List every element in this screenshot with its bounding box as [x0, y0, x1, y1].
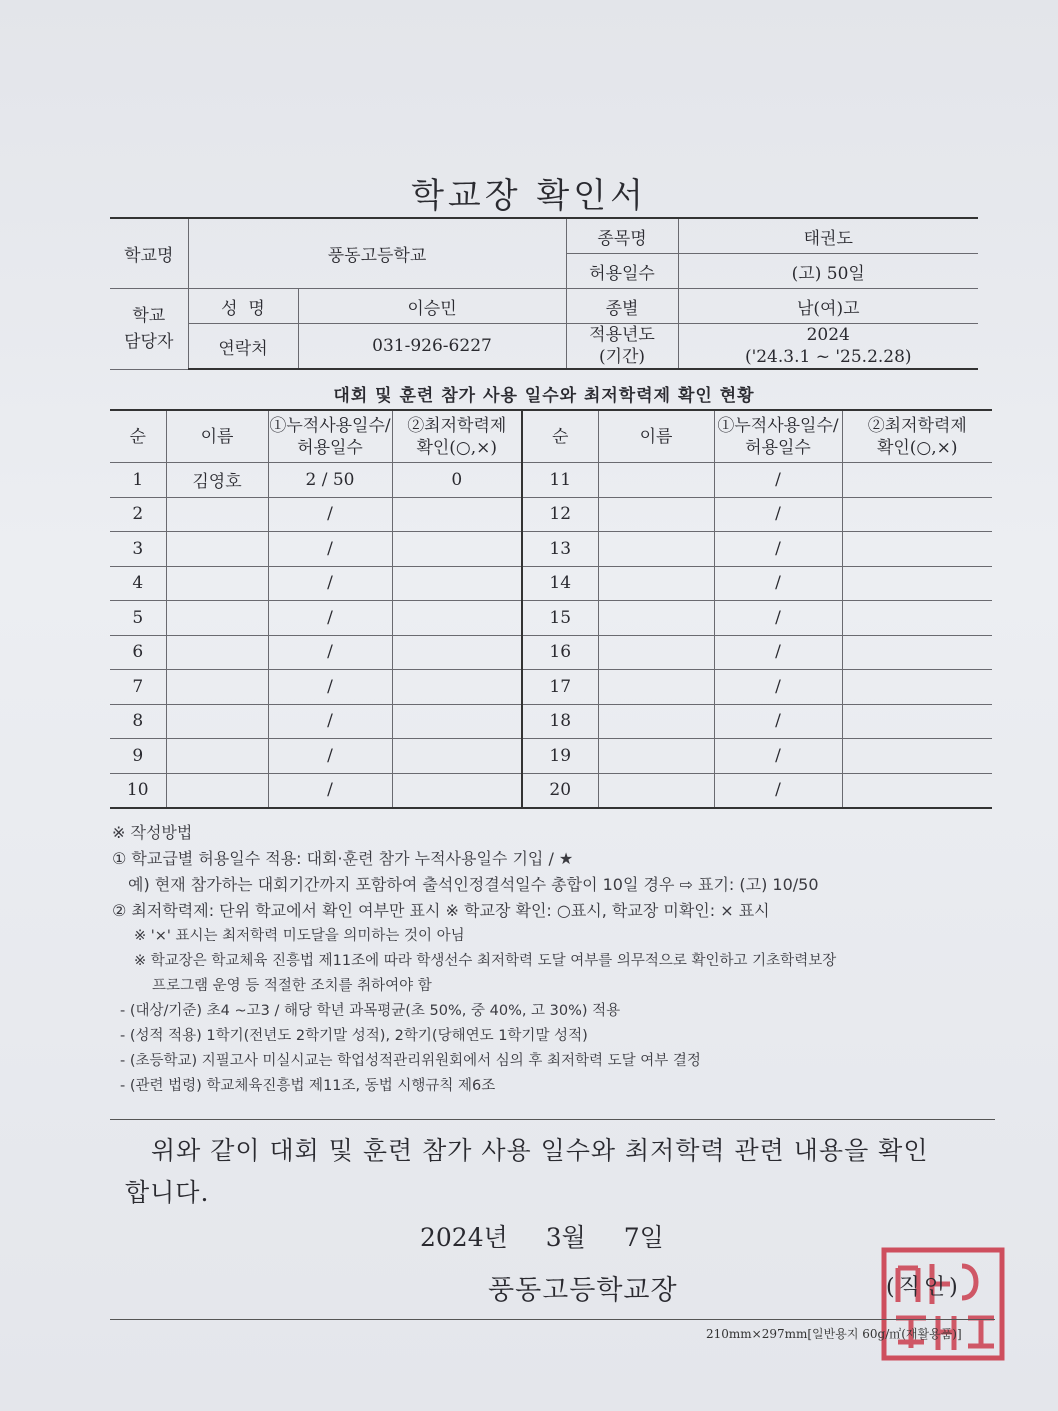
row-number: 19 — [522, 739, 598, 774]
row-name — [598, 739, 714, 774]
row-name — [166, 601, 268, 636]
row-min-check — [842, 704, 992, 739]
issue-date: 2024년 3월 7일 — [420, 1223, 664, 1252]
row-name: 김영호 — [166, 463, 268, 498]
row-number: 12 — [522, 497, 598, 532]
header-name-right: 이름 — [598, 410, 714, 463]
row-min-check — [392, 566, 522, 601]
header-days-left — [268, 410, 392, 463]
participation-table — [110, 409, 992, 809]
row-min-check — [842, 601, 992, 636]
row-days: / — [268, 497, 392, 532]
period-value — [678, 324, 978, 370]
row-days: / — [714, 463, 842, 498]
table-row — [110, 601, 992, 636]
period-label-line2: (기간) — [598, 347, 646, 367]
row-min-check — [842, 566, 992, 601]
header-no-left: 순 — [110, 410, 166, 463]
header-min-line1: ②최저학력제 — [407, 415, 507, 436]
row-days: / — [268, 566, 392, 601]
row-number: 10 — [110, 773, 166, 808]
contact-value: 031-926-6227 — [298, 324, 566, 370]
official-seal-icon — [876, 1242, 1010, 1366]
row-number: 3 — [110, 532, 166, 567]
name-label: 성 명 — [188, 289, 298, 324]
table-row — [110, 566, 992, 601]
row-name — [166, 739, 268, 774]
row-min-check — [392, 773, 522, 808]
guide-detail-2: - (성적 적용) 1학기(전년도 2학기말 성적), 2학기(당해연도 1학기말 성적) — [120, 1028, 588, 1044]
row-days: / — [714, 566, 842, 601]
row-number: 15 — [522, 601, 598, 636]
guide-item-2-note-b1: ※ 학교장은 학교체육 진흥법 제11조에 따라 학생선수 최저학력 도달 여부를 의무적으로 확인하고 기초학력보장 — [134, 953, 837, 969]
staff-label — [110, 289, 188, 370]
paper-spec-footer: 210mm×297mm[일반용지 60g/㎡(재활용품)] — [706, 1327, 962, 1341]
seal-label: (직인) — [886, 1275, 962, 1300]
table-row — [110, 635, 992, 670]
row-min-check — [842, 670, 992, 705]
period-label-line1: 적용년도 — [589, 325, 655, 345]
row-name — [598, 601, 714, 636]
table-header-row — [110, 410, 992, 463]
header-days-line1: ①누적사용일수/ — [269, 415, 391, 436]
row-name — [166, 704, 268, 739]
row-name — [166, 532, 268, 567]
header-min-left — [392, 410, 522, 463]
header-days-line2: 허용일수 — [297, 437, 363, 458]
allowed-days-label: 허용일수 — [566, 254, 678, 289]
row-min-check — [842, 532, 992, 567]
row-name — [166, 566, 268, 601]
row-min-check — [842, 463, 992, 498]
row-number: 17 — [522, 670, 598, 705]
contact-label: 연락처 — [188, 324, 298, 370]
period-range: ('24.3.1 ~ '25.2.28) — [744, 347, 912, 367]
row-min-check — [392, 497, 522, 532]
row-name — [598, 670, 714, 705]
period-label — [566, 324, 678, 370]
row-days: / — [268, 773, 392, 808]
row-number: 14 — [522, 566, 598, 601]
table-row — [110, 704, 992, 739]
header-no-right: 순 — [522, 410, 598, 463]
row-number: 4 — [110, 566, 166, 601]
row-days: / — [268, 635, 392, 670]
guide-item-1-example: 예) 현재 참가하는 대회기간까지 포함하여 출석인정결석일수 총합이 10일 경우 ⇨ 표기: (고) 10/50 — [128, 875, 819, 894]
row-name — [598, 773, 714, 808]
header-min-line2: 확인(○,×) — [416, 437, 498, 458]
row-number: 18 — [522, 704, 598, 739]
name-value: 이승민 — [298, 289, 566, 324]
gender-value: 남(여)고 — [678, 289, 978, 324]
guide-item-1: ① 학교급별 허용일수 적용: 대회·훈련 참가 누적사용일수 기입 / ★ — [112, 849, 574, 868]
writing-guide — [112, 820, 1012, 1099]
row-min-check — [842, 773, 992, 808]
table-row — [110, 497, 992, 532]
principal-name: 풍동고등학교장 — [488, 1275, 678, 1306]
row-name — [598, 463, 714, 498]
staff-label-line1: 학교 — [132, 305, 166, 326]
school-value: 풍동고등학교 — [188, 218, 566, 289]
row-name — [598, 566, 714, 601]
gender-label: 종별 — [566, 289, 678, 324]
row-number: 2 — [110, 497, 166, 532]
row-days: / — [268, 670, 392, 705]
row-number: 11 — [522, 463, 598, 498]
divider-bottom — [110, 1319, 995, 1320]
row-days: / — [268, 532, 392, 567]
row-days: / — [268, 601, 392, 636]
row-days: / — [714, 704, 842, 739]
row-days: / — [714, 739, 842, 774]
school-label: 학교명 — [110, 218, 188, 289]
row-days: / — [714, 670, 842, 705]
row-number: 5 — [110, 601, 166, 636]
row-days: / — [714, 773, 842, 808]
table-row — [110, 532, 992, 567]
row-days: / — [268, 704, 392, 739]
sport-label: 종목명 — [566, 218, 678, 254]
confirmation-text — [125, 1130, 995, 1214]
guide-item-2-note-a: ※ '×' 표시는 최저학력 미도달을 의미하는 것이 아님 — [134, 928, 465, 944]
confirmation-line-1: 위와 같이 대회 및 훈련 참가 사용 일수와 최저학력 관련 내용을 확인 — [151, 1136, 929, 1165]
row-number: 1 — [110, 463, 166, 498]
table-row — [110, 739, 992, 774]
row-days: / — [714, 497, 842, 532]
header-name-left: 이름 — [166, 410, 268, 463]
row-name — [598, 704, 714, 739]
row-min-check — [392, 704, 522, 739]
row-min-check — [842, 497, 992, 532]
row-min-check — [392, 739, 522, 774]
row-number: 8 — [110, 704, 166, 739]
guide-item-2-note-b2: 프로그램 운영 등 적절한 조치를 취하여야 함 — [152, 978, 432, 994]
row-name — [598, 497, 714, 532]
period-year: 2024 — [806, 325, 850, 345]
guide-heading: ※ 작성방법 — [112, 823, 193, 842]
staff-label-line2: 담당자 — [124, 331, 174, 352]
row-number: 9 — [110, 739, 166, 774]
row-min-check — [392, 601, 522, 636]
row-name — [166, 497, 268, 532]
guide-detail-1: - (대상/기준) 초4 ~고3 / 해당 학년 과목평균(초 50%, 중 40%, 고 30%) 적용 — [120, 1003, 621, 1019]
guide-detail-3: - (초등학교) 지필고사 미실시교는 학업성적관리위원회에서 심의 후 최저학력 도달 여부 결정 — [120, 1053, 701, 1069]
row-min-check — [392, 532, 522, 567]
row-days: 2 / 50 — [268, 463, 392, 498]
header-min-right — [842, 410, 992, 463]
row-name — [166, 635, 268, 670]
guide-detail-4: - (관련 법령) 학교체육진흥법 제11조, 동법 시행규칙 제6조 — [120, 1078, 496, 1094]
header-min-line2: 확인(○,×) — [876, 437, 958, 458]
row-days: / — [714, 601, 842, 636]
info-table — [110, 217, 978, 370]
row-number: 16 — [522, 635, 598, 670]
row-min-check — [842, 739, 992, 774]
document-title: 학교장 확인서 — [411, 176, 647, 216]
sport-value: 태권도 — [678, 218, 978, 254]
row-min-check — [392, 670, 522, 705]
allowed-days-value: (고) 50일 — [678, 254, 978, 289]
row-name — [598, 532, 714, 567]
divider-top — [110, 1119, 995, 1120]
header-days-line2: 허용일수 — [745, 437, 811, 458]
row-min-check — [842, 635, 992, 670]
header-days-line1: ①누적사용일수/ — [717, 415, 839, 436]
table-row — [110, 463, 992, 498]
row-min-check: 0 — [392, 463, 522, 498]
row-days: / — [714, 635, 842, 670]
row-days: / — [268, 739, 392, 774]
table-row — [110, 670, 992, 705]
row-number: 20 — [522, 773, 598, 808]
table-subtitle: 대회 및 훈련 참가 사용 일수와 최저학력제 확인 현황 — [333, 386, 755, 406]
table-row — [110, 773, 992, 808]
confirmation-line-2: 합니다. — [125, 1178, 210, 1207]
row-days: / — [714, 532, 842, 567]
row-name — [166, 773, 268, 808]
header-min-line1: ②최저학력제 — [867, 415, 967, 436]
row-number: 6 — [110, 635, 166, 670]
header-days-right — [714, 410, 842, 463]
row-name — [598, 635, 714, 670]
guide-item-2: ② 최저학력제: 단위 학교에서 확인 여부만 표시 ※ 학교장 확인: ○표시, 학교장 미확인: × 표시 — [112, 901, 770, 920]
row-name — [166, 670, 268, 705]
row-number: 13 — [522, 532, 598, 567]
row-min-check — [392, 635, 522, 670]
row-number: 7 — [110, 670, 166, 705]
